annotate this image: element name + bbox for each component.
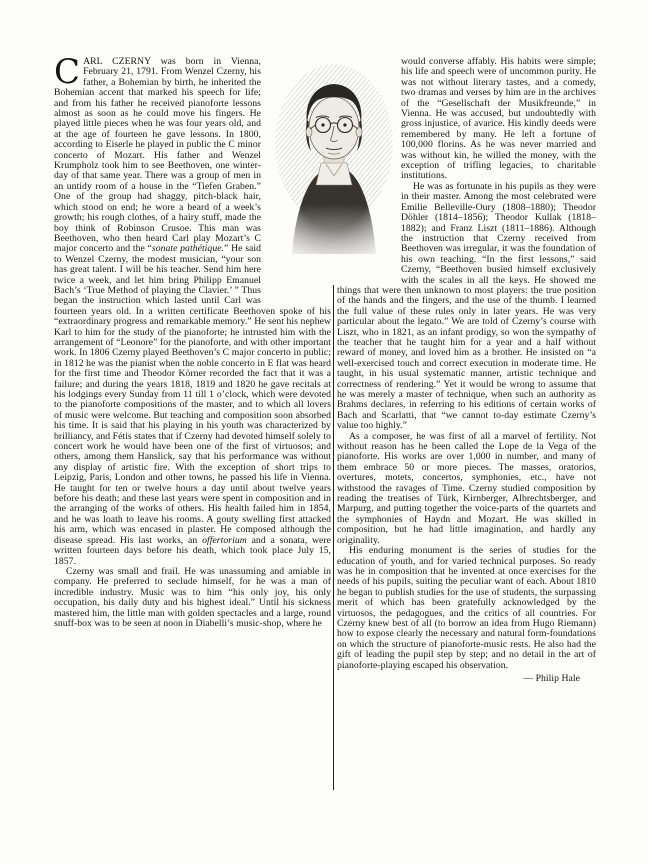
body-text: ” He said to Wenzel Czerny, the modest musician, “your son has great talent. I will be his teacher. Send him here twice a week, and let him bring Philipp Emanuel Bach’s ‘True Method of playing the Clavier.’ ” Thus began the instruction which lasted until Carl was fourteen years old. In a written certificate Beethoven spoke of his “extraordinary progress and remarkable memory.” He sent his nephew Karl to him for the study of the pianoforte; he intrusted him with the arrangement of “Leonore” for the pianoforte, and with other important work. In 1806 Czerny played Beethoven’s C major concerto in public; in 1812 he was the pianist when the noble concerto in E flat was heard for the first time and Theodor Körner recorded the fact that it was a failure; and during the years 1818, 1819 and 1820 he gave recitals at his lodgings every Sunday from 11 till 1 o’clock, which were devoted to the pianoforte compositions of the master, and to which all lovers of music were welcome. But teaching and composition soon absorbed his time. It is said that his playing in his youth was characterized by brilliancy, and Fétis states that if Czerny had devoted himself solely to concert work he would have been one of the first of virtuosos; and others, among them Hanslick, say that his performance was without any display of artistic fire. With the exception of short trips to Leipzig, Paris, London and other towns, he passed his life in Vienna. He taught for ten or twelve hours a day until about twelve years before his death; and these last years were spent in composition and in the arranging of the works of others. His health failed him in 1854, and he was loath to leave his rooms. A gouty swelling first attacked his arm, which was encased in plaster. He composed although the disease spread. His last works, an xyxy=(54,243,331,546)
paragraph-character: Czerny was small and frail. He was unassuming and amiable in company. He preferred to seclude himself, for he was a man of incredible industry. Music was to him “his only joy, his only occupation, his daily duty and his highest ideal.” Until his sickness mastered him, the little man with golden spectacles and a large, round snuff-box was to be seen at noon in Diabelli’s music-shop, where he xyxy=(54,565,331,629)
left-column xyxy=(54,57,331,793)
right-column xyxy=(337,57,596,793)
body-text: and a sonata, were written fourteen days before his death, which took place July 15, 1857. xyxy=(54,534,331,567)
body-text: ARL CZERNY was born in Vienna, February 21, 1791. From Wenzel Czerny, his father, a Bohemian by birth, he inherited the Bohemian accent that marked his speech for life; and from his father he received pianoforte lessons almost as soon as he could move his fingers. He played little pieces when he was four years old, and at the age of fourteen he gave lessons. In 1800, according to Eiserle he played in public the C minor concerto of Mozart. His father and Wenzel Krumpholz took him to see Beethoven, one winter-day of that same year. There was a group of men in an untidy room of a house in the “Tiefen Graben.” One of the group had shaggy, pitch-black hair, which stood on end; he wore a beard of a week’s growth; his rough clothes, of a hairy stuff, made the boy think of Robinson Crusoe. This man was Beethoven, who then heard Carl play Mozart’s C major concerto and the “ xyxy=(54,57,261,255)
drop-cap-initial: C xyxy=(54,57,81,92)
byline: — Philip Hale xyxy=(523,672,580,684)
portrait-wrap-spacer-left xyxy=(261,57,331,297)
paragraph-studies-legacy: His enduring monument is the series of studies for the education of youth, and for varied technical purposes. So ready was he in composition that he invented at once exercises for the needs of his pupils, suiting the peculiar want of each. About 1810 he began to publish studies for the use of students, the surpassing merit of which has been gratefully acknowledged by the virtuosos, the pedagogues, and the critics of all countries. For Czerny knew best of all (to borrow an idea from Hugo Riemann) how to expose clearly the necessary and natural form-foundations on which the structure of pianoforte-music rests. He also had the gift of leading the pupil step by step; and no detail in the art of pianoforte-playing escaped his observation. xyxy=(337,545,596,671)
paragraph-pupils-teaching: He was as fortunate in his pupils as they were in their master. Among the most celebrated were Emilie Belleville-Oury (1808–1880); Theodor Döhler (1814–1856); Theodor Kullak (1818–1882); and Franz Liszt (1811–1886). Although the instruction that Czerny received from Beethoven was irregular, it was the foundation of his own teaching. “In the first lessons,” said Czerny, “Beethoven busied himself exclusively with the scales in all the keys. He showed me things that were then unknown to most players: the true position of the hands and the fingers, and the use of the thumb. I learned the full value of these rules only in later years. He was very particular about the legato.” We are told of Czerny’s course with Liszt, who in 1821, as an infant prodigy, so won the sympathy of the teacher that he taught him for a year and a half without reward of money, and loved him as a brother. He insisted on “a well-exercised touch and correct execution in moderate time. He taught, in his usual systematic manner, artistic technique and correctness of rendering.” Yet it would be wrong to assume that he was merely a master of technique, when such an authority as Brahms declares, in referring to his editions of certain works of Bach and Scarlatti, that “we cannot to-day estimate Czerny’s value too highly.” xyxy=(337,180,596,432)
paragraph-habits: would converse affably. His habits were simple; his life and speech were of uncommon purity. He was not without literary tastes, and a comedy, two dramas and verses by him are in the archives of the “Gesellschaft der Musikfreunde,” in Vienna. He was accused, but undoubtedly with gross injustice, of avarice. His kindly deeds were remembered by many. He left a fortune of 100,000 florins. As he was never married and was without kin, he willed the money, with the exception of trifling legacies, to charitable institutions. xyxy=(401,57,596,182)
paragraph-composer: As a composer, he was first of all a marvel of fertility. Not without reason has he been called the Lope de la Vega of the pianoforte. His works are over 1,000 in number, and many of them embrace 50 or more pieces. The masses, oratorios, overtures, motets, concertos, symphonies, etc., have not withstood the ravages of Time. Czerny studied composition by reading the treatises of Türk, Kirnberger, Albrechtsberger, and Marpurg, and putting together the voice-parts of the quartets and the symphonies of Haydn and Mozart. He was skilled in composition, but he had little imagination, and hardly any originality. xyxy=(337,430,596,546)
work-title-italic: sonate pathétique. xyxy=(151,243,225,255)
work-title-italic: offertorium xyxy=(202,534,247,546)
portrait-wrap-spacer-right xyxy=(337,57,401,281)
column-divider-rule xyxy=(333,285,334,790)
